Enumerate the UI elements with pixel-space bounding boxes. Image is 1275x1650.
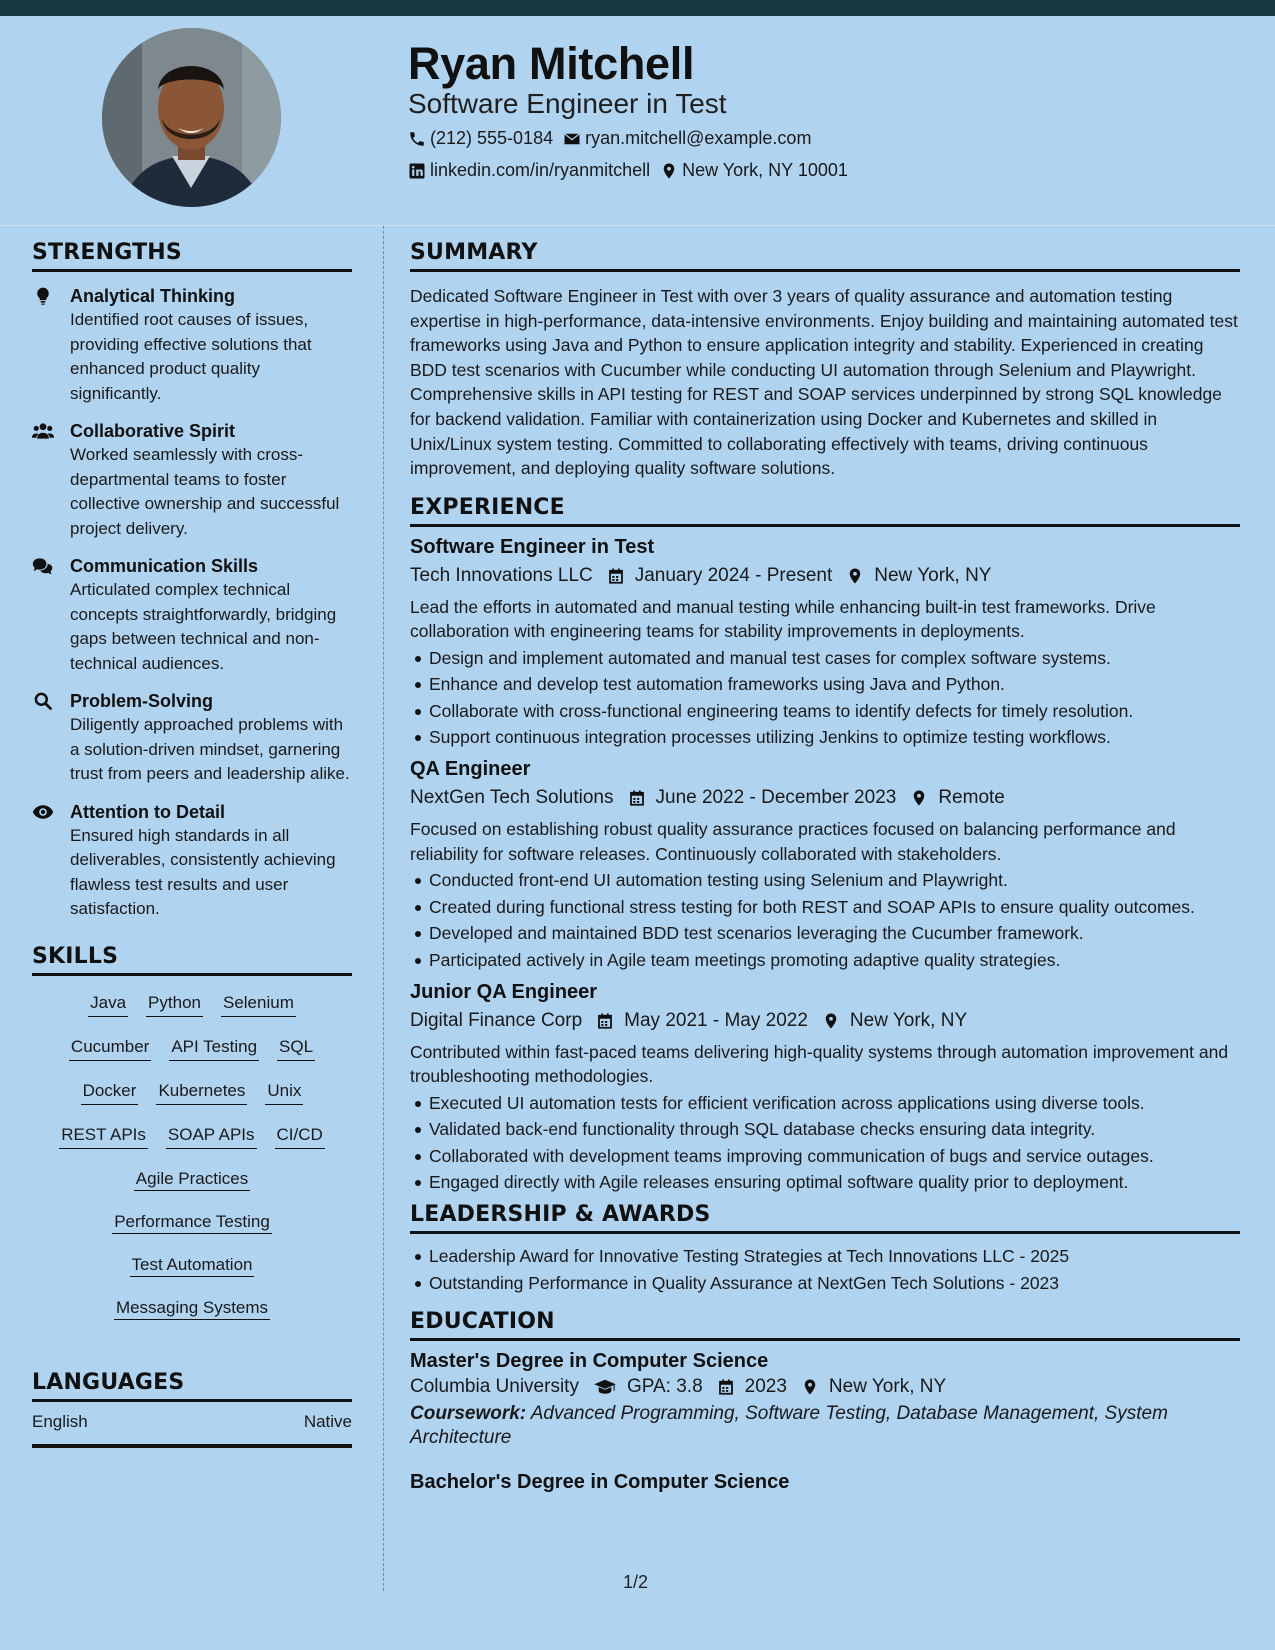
coursework-text: Advanced Programming, Software Testing, Database Management, System Architecture	[410, 1402, 1168, 1448]
strength-name: Collaborative Spirit	[70, 421, 236, 441]
contact-row-1	[408, 128, 821, 149]
profile-photo	[102, 28, 281, 207]
skill-tag: Messaging Systems	[114, 1298, 270, 1320]
job-meta	[410, 1010, 1240, 1032]
profile-photo-illustration	[102, 28, 281, 207]
job-bullet: Collaborate with cross-functional engineering teams to identify defects for timely resolution.	[410, 699, 1240, 723]
skill-tag: Python	[146, 990, 203, 1017]
skill-tag: Cucumber	[69, 1034, 151, 1061]
calendar-icon	[607, 567, 625, 585]
job-dates: January 2024 - Present	[634, 564, 833, 586]
left-column	[32, 240, 352, 1448]
skill-tag: Kubernetes	[156, 1078, 247, 1105]
skills-list	[32, 982, 352, 1340]
top-accent-bar	[0, 0, 1275, 16]
skill-tag: Agile Practices	[134, 1169, 250, 1191]
job-bullet: Collaborated with development teams improving communication of bugs and service outages.	[410, 1144, 1240, 1168]
job-bullet: Created during functional stress testing for both REST and SOAP APIs to ensure quality outcomes.	[410, 895, 1240, 919]
job-bullet: Executed UI automation tests for efficient verification across applications using diverse tools.	[410, 1091, 1240, 1115]
job-company: Digital Finance Corp	[410, 1009, 583, 1031]
language-name: English	[32, 1411, 88, 1431]
map-pin-icon	[660, 162, 678, 180]
job-entry	[410, 978, 1240, 1195]
resume-header	[0, 16, 1275, 226]
email-contact[interactable]	[563, 128, 811, 149]
summary-text: Dedicated Software Engineer in Test with over 3 years of quality assurance and automation testing expertise in high-performance, data-intensive environments. Enjoy building and maintaining automated test frameworks using Java and Python to ensure application integrity and stability. Experienced in creating BDD test scenarios with Cucumber while conducting UI automation through Selenium and Playwright. Comprehensive skills in API testing for REST and SOAP services underpinned by strong SQL knowledge for backend validation. Familiar with containerization using Docker and Kubernetes and skilled in Unix/Linux system testing. Committed to collaborating effectively with teams, driving continuous improvement, and deploying quality software solutions.	[410, 286, 1238, 479]
column-divider	[383, 226, 384, 1591]
strength-desc: Worked seamlessly with cross-departmental teams to foster collective ownership and successful project delivery.	[70, 445, 340, 538]
experience-heading: EXPERIENCE	[410, 495, 1240, 527]
strength-item	[32, 689, 352, 787]
job-company: NextGen Tech Solutions	[410, 787, 614, 809]
education-gpa: GPA: 3.8	[626, 1375, 703, 1397]
strength-desc: Ensured high standards in all deliverables, consistently achieving flawless test results and user satisfaction.	[70, 825, 336, 918]
contact-row-2	[408, 160, 858, 181]
awards-list	[410, 1244, 1240, 1295]
job-bullets	[410, 646, 1240, 750]
job-description: Lead the efforts in automated and manual testing while enhancing built-in test frameworks. Drive collaboration with engineering teams for stability improvements in deployments.	[410, 596, 1156, 642]
skill-tag: SOAP APIs	[166, 1122, 257, 1149]
job-bullet: Engaged directly with Agile releases ensuring optimal software quality prior to deployment.	[410, 1170, 1240, 1194]
strength-name: Communication Skills	[70, 556, 259, 576]
degree-title: Bachelor's Degree in Computer Science	[410, 1470, 790, 1493]
language-level: Native	[303, 1411, 352, 1431]
strength-item	[32, 284, 352, 406]
job-bullet: Participated actively in Agile team meetings promoting adaptive quality strategies.	[410, 948, 1240, 972]
phone-icon	[408, 130, 426, 148]
education-entry	[410, 1468, 1240, 1496]
job-dates: May 2021 - May 2022	[624, 1009, 808, 1031]
award-item: Outstanding Performance in Quality Assurance at NextGen Tech Solutions - 2023	[410, 1271, 1240, 1295]
languages-heading: LANGUAGES	[32, 1370, 352, 1402]
job-bullet: Support continuous integration processes utilizing Jenkins to optimize testing workflows.	[410, 725, 1240, 749]
job-bullet: Design and implement automated and manual test cases for complex software systems.	[410, 646, 1240, 670]
page-number: 1/2	[623, 1572, 649, 1592]
job-description: Contributed within fast-paced teams delivering high-quality systems through automation improvement and troubleshooting methodologies.	[410, 1041, 1229, 1087]
map-pin-icon	[801, 1378, 819, 1396]
strength-name: Attention to Detail	[70, 801, 225, 822]
awards-heading: LEADERSHIP & AWARDS	[410, 1202, 1240, 1234]
linkedin-text: linkedin.com/in/ryanmitchell	[430, 160, 651, 180]
job-description: Focused on establishing robust quality assurance practices focused on balancing performance and reliability for software releases. Continuously collaborated with stakeholders.	[410, 819, 1176, 864]
job-location: New York, NY	[849, 1009, 968, 1031]
graduation-cap-icon	[593, 1378, 617, 1396]
strength-item	[32, 554, 352, 676]
linkedin-contact[interactable]	[408, 160, 650, 181]
location-contact	[660, 160, 848, 181]
job-bullet: Conducted front-end UI automation testing using Selenium and Playwright.	[410, 868, 1240, 892]
skill-tag-row	[40, 1209, 344, 1235]
job-bullet: Validated back-end functionality through SQL database checks ensuring data integrity.	[410, 1117, 1240, 1141]
candidate-title: Software Engineer in Test	[408, 88, 727, 119]
summary-heading: SUMMARY	[410, 240, 1240, 272]
calendar-icon	[596, 1012, 614, 1030]
strength-name: Analytical Thinking	[70, 286, 236, 306]
education-year: 2023	[744, 1375, 787, 1397]
skill-tag: API Testing	[169, 1034, 259, 1061]
email-text: ryan.mitchell@example.com	[585, 128, 812, 148]
skill-tag: Performance Testing	[112, 1212, 272, 1234]
award-item: Leadership Award for Innovative Testing Strategies at Tech Innovations LLC - 2025	[410, 1244, 1240, 1268]
job-entry	[410, 533, 1240, 750]
skill-tag: CI/CD	[275, 1122, 325, 1149]
phone-contact[interactable]	[408, 128, 553, 149]
candidate-name: Ryan Mitchell	[408, 38, 695, 89]
skill-tag: Selenium	[221, 990, 296, 1017]
location-text: New York, NY 10001	[682, 160, 848, 180]
job-title: Junior QA Engineer	[410, 980, 598, 1003]
job-title: QA Engineer	[410, 758, 531, 781]
strength-name: Problem-Solving	[70, 691, 214, 711]
map-pin-icon	[822, 1012, 840, 1030]
strength-item	[32, 419, 352, 541]
map-pin-icon	[910, 789, 928, 807]
lightbulb-icon	[32, 286, 54, 306]
degree-title: Master's Degree in Computer Science	[410, 1349, 769, 1372]
envelope-icon	[563, 130, 581, 148]
language-row	[32, 1402, 352, 1448]
education-meta	[410, 1376, 1240, 1398]
job-dates: June 2022 - December 2023	[655, 787, 897, 809]
strengths-heading: STRENGTHS	[32, 240, 352, 272]
skill-tag-row	[40, 1166, 344, 1192]
skill-tag: Unix	[265, 1078, 303, 1105]
linkedin-icon	[408, 162, 426, 180]
coursework	[410, 1402, 1240, 1450]
job-title: Software Engineer in Test	[410, 535, 655, 558]
job-bullet: Developed and maintained BDD test scenarios leveraging the Cucumber framework.	[410, 921, 1240, 945]
job-location: Remote	[938, 787, 1005, 809]
job-bullets	[410, 1091, 1240, 1195]
education-location: New York, NY	[828, 1375, 947, 1397]
job-bullets	[410, 868, 1240, 972]
job-entry	[410, 755, 1240, 972]
school-name: Columbia University	[410, 1375, 579, 1397]
job-company: Tech Innovations LLC	[410, 564, 593, 586]
job-bullet: Enhance and develop test automation frameworks using Java and Python.	[410, 672, 1240, 696]
strength-desc: Identified root causes of issues, providing effective solutions that enhanced product quality significantly.	[70, 310, 312, 403]
map-pin-icon	[846, 567, 864, 585]
skill-tag-row	[40, 1252, 344, 1278]
search-icon	[32, 691, 54, 711]
users-icon	[32, 421, 54, 441]
strength-item	[32, 800, 352, 922]
strength-desc: Articulated complex technical concepts straightforwardly, bridging gaps between technical and non-technical audiences.	[70, 580, 337, 673]
skill-tag-row	[40, 1295, 344, 1321]
coursework-label: Coursework:	[410, 1402, 527, 1424]
eye-icon	[32, 802, 54, 822]
calendar-icon	[717, 1378, 735, 1396]
phone-text: (212) 555-0184	[430, 128, 554, 148]
job-meta	[410, 787, 1240, 809]
skill-tag: Test Automation	[130, 1255, 255, 1277]
skill-tag: Docker	[81, 1078, 139, 1105]
education-heading: EDUCATION	[410, 1309, 1240, 1341]
skill-tag: REST APIs	[59, 1122, 148, 1149]
calendar-icon	[628, 789, 646, 807]
job-meta	[410, 565, 1240, 587]
skills-heading: SKILLS	[32, 944, 352, 976]
comments-icon	[32, 556, 54, 576]
skill-tag: SQL	[277, 1034, 315, 1061]
skill-tag: Java	[88, 990, 128, 1017]
strength-desc: Diligently approached problems with a solution-driven mindset, garnering trust from peers and leadership alike.	[70, 715, 350, 783]
right-column	[410, 240, 1240, 1496]
education-entry	[410, 1347, 1240, 1450]
job-location: New York, NY	[874, 564, 992, 586]
